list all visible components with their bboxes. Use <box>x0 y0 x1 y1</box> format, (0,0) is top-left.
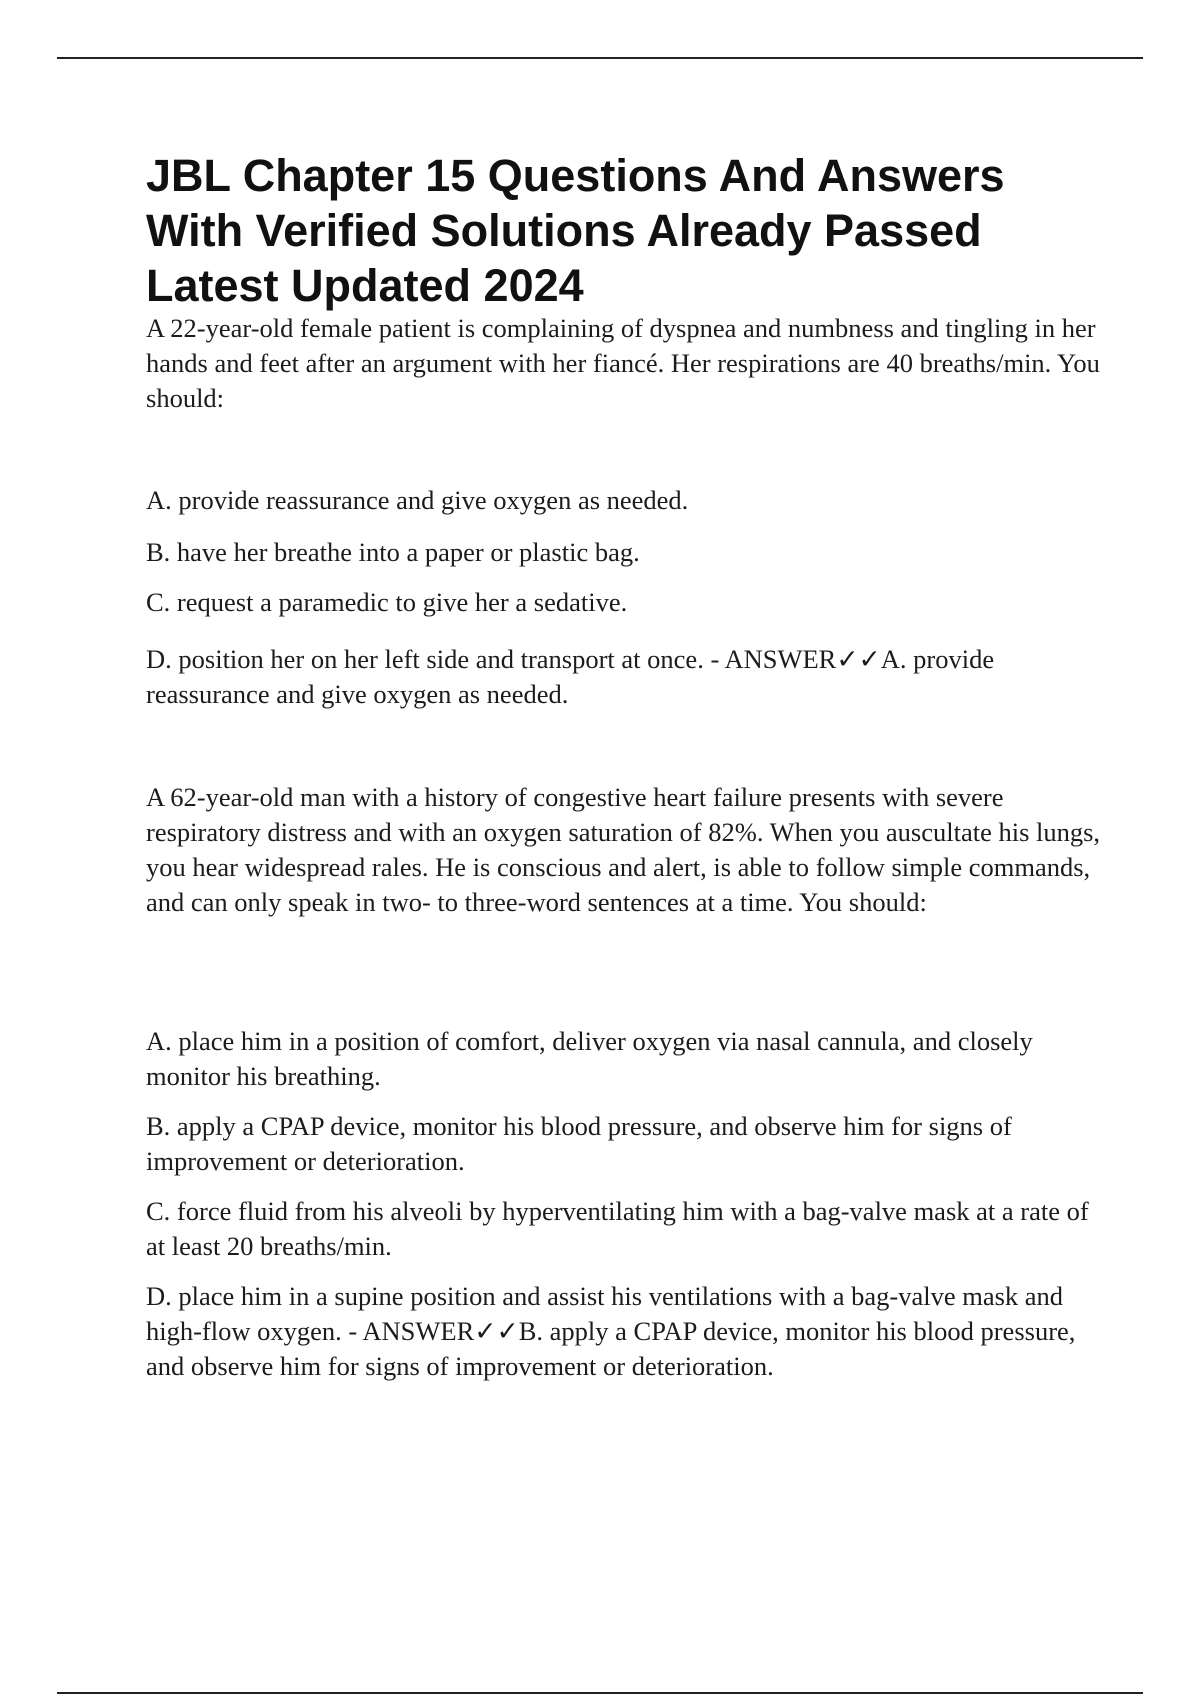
question-1-option-d-with-answer <box>146 642 1106 712</box>
question-2-option-d: D. place him in a supine position and assist his ventilations with a bag-valve mask and high-flow oxygen. <box>146 1281 1064 1346</box>
question-2-answer-label: - ANSWER✓✓ <box>341 1316 519 1346</box>
bottom-divider <box>57 1692 1143 1694</box>
question-1-option-b: B. have her breathe into a paper or plastic bag. <box>146 537 640 567</box>
question-2-option-c: C. force fluid from his alveoli by hyperventilating him with a bag-valve mask at a rate of at least 20 breaths/min. <box>146 1196 1089 1261</box>
question-1-option-d: D. position her on her left side and transport at once. <box>146 644 704 674</box>
question-2-option-d-with-answer <box>146 1279 1106 1384</box>
question-2-answer: B. apply a CPAP device, monitor his blood pressure, and observe him for signs of improvement or deterioration. <box>146 1316 1076 1381</box>
question-2-option-b: B. apply a CPAP device, monitor his blood pressure, and observe him for signs of improvement or deterioration. <box>146 1111 1012 1176</box>
document-title: JBL Chapter 15 Questions And Answers With Verified Solutions Already Passed Latest Updated 2024 <box>146 150 1005 311</box>
question-1-answer-label: - ANSWER✓✓ <box>703 644 881 674</box>
question-2-text: A 62-year-old man with a history of congestive heart failure presents with severe respiratory distress and with an oxygen saturation of 82%. When you auscultate his lungs, you hear widespread rales. He is conscious and alert, is able to follow simple commands, and can only speak in two- to three-word sentences at a time. You should: <box>146 782 1101 917</box>
question-1-text: A 22-year-old female patient is complaining of dyspnea and numbness and tingling in her hands and feet after an argument with her fiancé. Her respirations are 40 breaths/min. You should: <box>146 313 1100 413</box>
top-divider <box>57 57 1143 59</box>
question-1-answer: A. provide reassurance and give oxygen as needed. <box>146 644 995 709</box>
question-1-option-a: A. provide reassurance and give oxygen as needed. <box>146 485 689 515</box>
question-2-option-a: A. place him in a position of comfort, deliver oxygen via nasal cannula, and closely monitor his breathing. <box>146 1026 1033 1091</box>
question-1-option-c: C. request a paramedic to give her a sedative. <box>146 587 628 617</box>
